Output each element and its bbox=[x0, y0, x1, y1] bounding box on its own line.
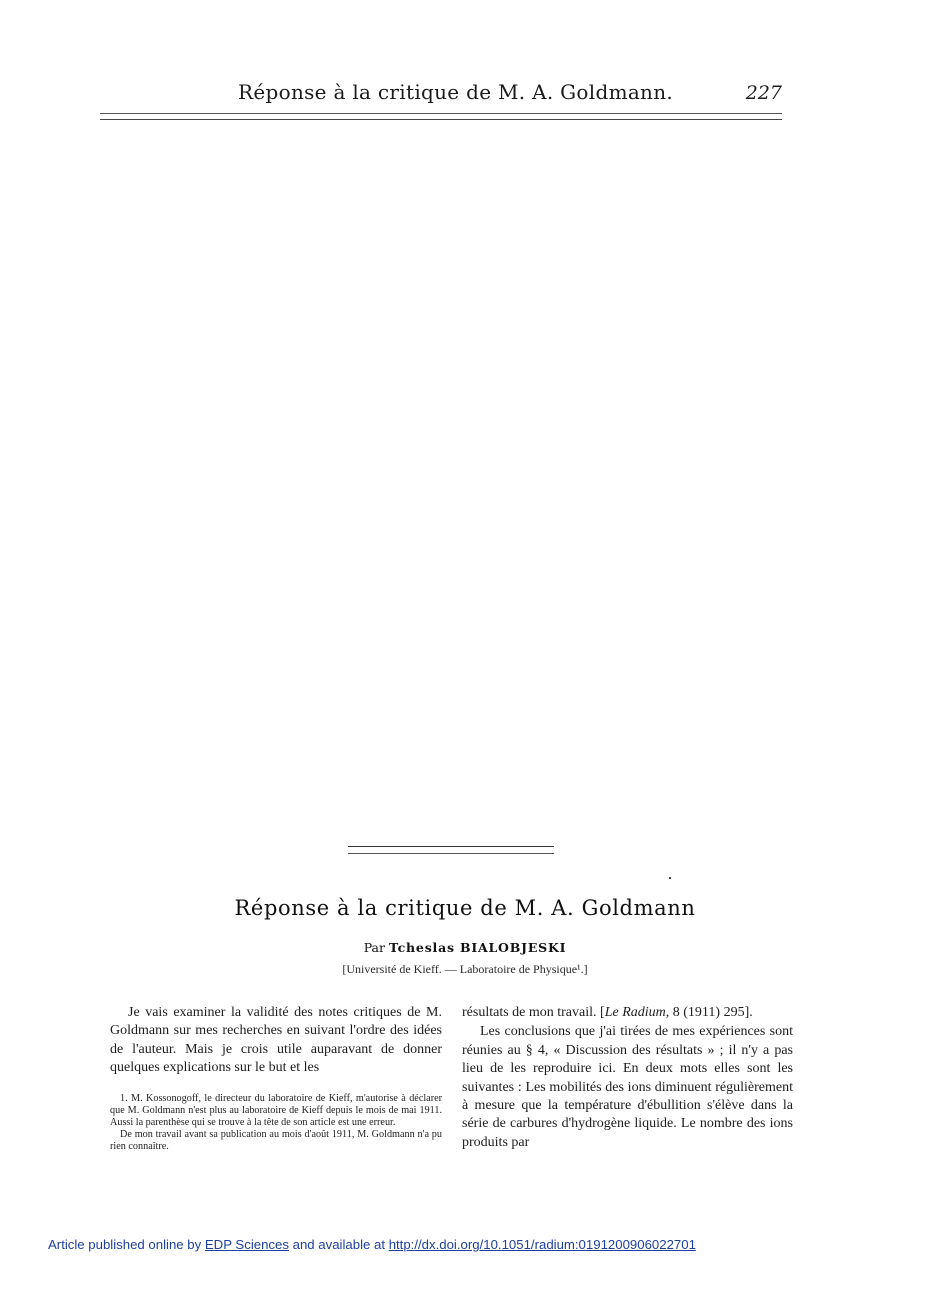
publisher-link[interactable]: EDP Sciences bbox=[204, 1237, 289, 1252]
footnotes bbox=[110, 1093, 442, 1153]
publication-middle: and available at bbox=[292, 1237, 386, 1252]
header-rule bbox=[100, 113, 782, 120]
affiliation: [Université de Kieff. — Laboratoire de Physique¹.] bbox=[342, 962, 588, 976]
publication-prefix: Article published online by bbox=[48, 1237, 202, 1252]
author-name: Tcheslas BIALOBJESKI bbox=[388, 940, 567, 955]
publication-notice bbox=[48, 1237, 696, 1252]
footnote-1: 1. M. Kossonogoff, le directeur du laboratoire de Kieff, m'autorise à déclarer que M. Goldmann n'est plus au laboratoire de Kieff depuis le mois de mai 1911. Aussi la parenthèse qui se trouve à la tête de son article est une erreur. bbox=[110, 1093, 442, 1129]
article-title: Réponse à la critique de M. A. Goldmann bbox=[234, 896, 696, 920]
page-number: 227 bbox=[745, 82, 782, 104]
body-paragraph-continued: résultats de mon travail. [Le Radium, 8 (1911) 295]. bbox=[462, 1005, 753, 1020]
section-divider bbox=[348, 846, 554, 854]
body-column-left bbox=[110, 1004, 442, 1078]
paragraph-text: résultats de mon travail. bbox=[462, 1005, 597, 1020]
body-column-right bbox=[462, 1004, 793, 1152]
body-paragraph: Les conclusions que j'ai tirées de mes expériences sont réunies au § 4, « Discussion des résultats » ; il n'y a pas lieu de les reproduire ici. En deux mots elles sont les suivantes : Les mobilités des ions diminuent régulièrement à mesure que la température d'ébullition s'élève dans la série de carbures d'hydrogène liquide. Le nombre des ions produits par bbox=[462, 1024, 793, 1150]
byline-prefix: Par bbox=[363, 940, 385, 955]
footnote-2: De mon travail avant sa publication au mois d'août 1911, M. Goldmann n'a pu rien connaître. bbox=[110, 1129, 442, 1153]
running-head bbox=[100, 80, 782, 110]
journal-reference: Le Radium bbox=[604, 1005, 666, 1020]
reference-details: , 8 (1911) 295]. bbox=[665, 1005, 753, 1020]
byline bbox=[0, 940, 930, 955]
running-title: Réponse à la critique de M. A. Goldmann. bbox=[238, 80, 674, 104]
doi-link[interactable]: http://dx.doi.org/10.1051/radium:0191200906022701 bbox=[388, 1237, 696, 1252]
print-speck bbox=[669, 877, 671, 879]
body-paragraph: Je vais examiner la validité des notes critiques de M. Goldmann sur mes recherches en suivant l'ordre des idées de l'auteur. Mais je crois utile auparavant de donner quelques explications sur le but et les bbox=[110, 1005, 442, 1076]
